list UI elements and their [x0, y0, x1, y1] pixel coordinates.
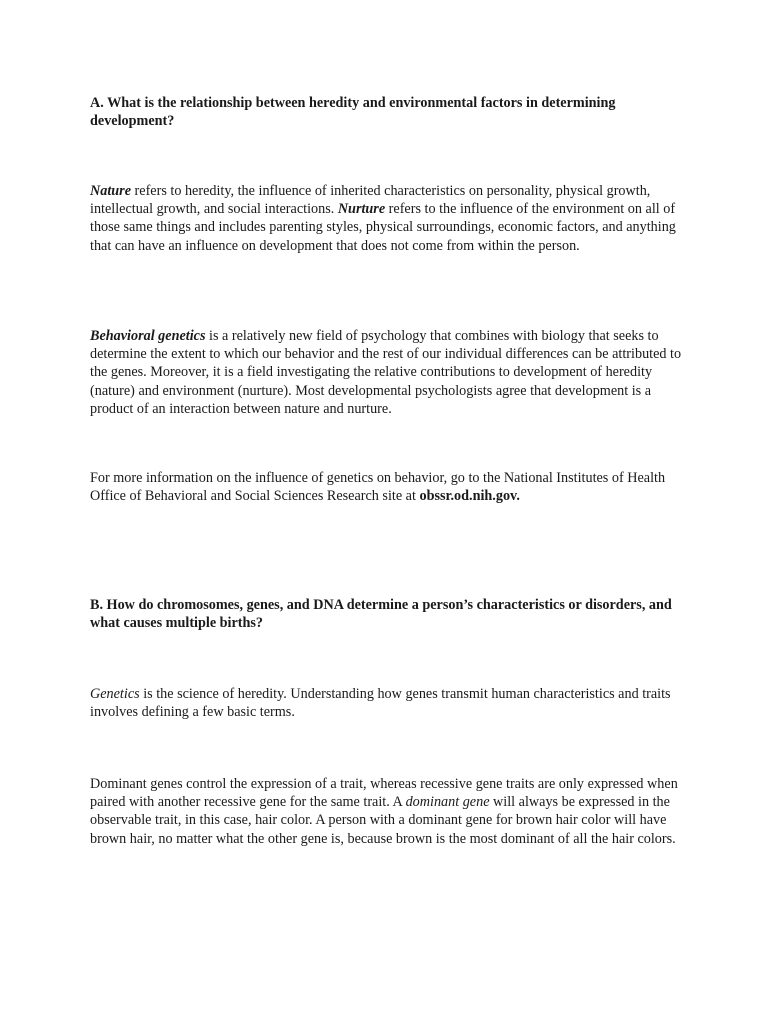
- term-nature: Nature: [90, 183, 131, 199]
- genetics-text: is the science of heredity. Understanding how genes transmit human characteristics and traits involves defining a few basic terms.: [90, 686, 671, 721]
- term-nurture: Nurture: [337, 201, 386, 218]
- dominant-genes-paragraph: [90, 775, 690, 848]
- behavioral-genetics-text: is a relatively new field of psychology that combines with biology that seeks to determine the extent to which our behavior and the rest of our individual differences can be attributed to the genes. Moreover, it is a field investigating the relative contributions to development of heredity (nature) and environment (nurture). Most developmental psychologists agree that development is a product of an interaction between nature and nurture.: [90, 328, 682, 417]
- nature-definition-text: refers to heredity, the influence of inherited characteristics on personality, physical growth, intellectual growth, and social interactions.: [90, 183, 651, 218]
- obssr-link[interactable]: obssr.od.nih.gov.: [419, 488, 520, 505]
- genetics-paragraph: [90, 685, 690, 721]
- term-dominant-gene: dominant gene: [405, 794, 490, 811]
- nurture-definition-text: refers to the influence of the environment on all of those same things and includes parenting styles, physical surroundings, economic factors, and anything that can have an influence on development that does not come from within the person.: [90, 201, 676, 254]
- dominant-genes-text-2: will always be expressed in the observable trait, in this case, hair color. A person with a dominant gene for brown hair color will have brown hair, no matter what the other gene is, because brown is the most dominant of all the hair colors.: [90, 794, 676, 847]
- nature-nurture-paragraph: [90, 182, 690, 255]
- section-a-heading: A. What is the relationship between heredity and environmental factors in determining development?: [90, 95, 616, 130]
- behavioral-genetics-paragraph: [90, 327, 690, 418]
- more-info-paragraph: [90, 469, 690, 505]
- term-behavioral-genetics: Behavioral genetics: [90, 328, 206, 344]
- term-genetics: Genetics: [90, 686, 140, 702]
- dominant-genes-text-1: Dominant genes control the expression of a trait, whereas recessive gene traits are only expressed when paired with another recessive gene for the same trait. A: [90, 776, 678, 811]
- more-info-text: For more information on the influence of genetics on behavior, go to the National Institutes of Health Office of Behavioral and Social Sciences Research site at: [90, 470, 666, 505]
- section-b-heading: B. How do chromosomes, genes, and DNA determine a person’s characteristics or disorders, and what causes multiple births?: [90, 597, 672, 632]
